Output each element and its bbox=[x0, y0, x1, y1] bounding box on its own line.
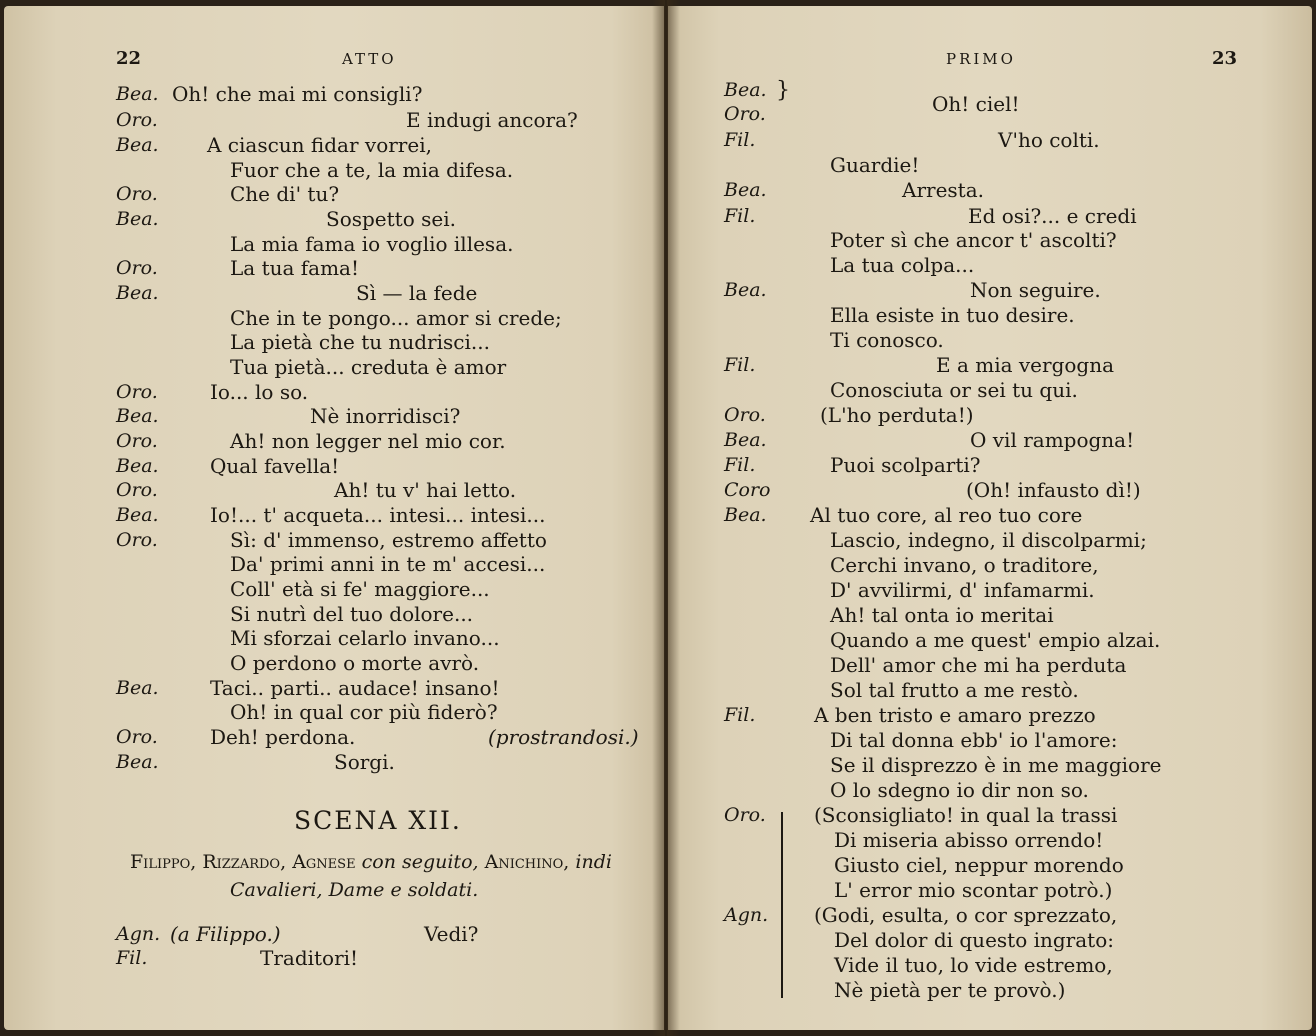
speaker-label: Oro. bbox=[724, 404, 766, 426]
verse-line: Al tuo core, al reo tuo core bbox=[810, 503, 1083, 527]
speaker-label: Fil. bbox=[116, 947, 148, 969]
speaker-label: Bea. bbox=[116, 83, 159, 105]
verse-line: (Oh! infausto dì!) bbox=[966, 478, 1141, 502]
verse-line: Taci.. parti.. audace! insano! bbox=[210, 676, 500, 700]
speaker-label: Bea. bbox=[724, 429, 767, 451]
page-number-right: 23 bbox=[1212, 48, 1238, 69]
verse-line: Del dolor di questo ingrato: bbox=[834, 928, 1114, 952]
cast-agnese: Agnese bbox=[292, 851, 356, 873]
cast-dame: Dame e soldati. bbox=[328, 879, 479, 901]
speaker-label: Agn. bbox=[724, 904, 769, 926]
running-head-left: ATTO bbox=[342, 50, 397, 68]
speaker-label: Oro. bbox=[724, 804, 766, 826]
verse-line: Ah! tu v' hai letto. bbox=[334, 478, 517, 502]
verse-line: Sol tal frutto a me restò. bbox=[830, 678, 1079, 702]
speaker-label: Oro. bbox=[116, 430, 158, 452]
speaker-label: Bea. bbox=[116, 677, 159, 699]
verse-line: Oh! in qual cor più fiderò? bbox=[230, 700, 498, 724]
stage-direction: (prostrandosi.) bbox=[488, 725, 639, 749]
speaker-label: Coro bbox=[724, 479, 771, 501]
verse-line: Traditori! bbox=[260, 946, 359, 970]
speaker-label: Bea. bbox=[116, 751, 159, 773]
verse-line: Di tal donna ebb' io l'amore: bbox=[830, 728, 1118, 752]
verse-line: Ah! non legger nel mio cor. bbox=[230, 429, 506, 453]
running-head-right: PRIMO bbox=[946, 50, 1016, 68]
book-gutter bbox=[652, 0, 680, 1036]
verse-line: Giusto ciel, neppur morendo bbox=[834, 853, 1124, 877]
verse-line: Nè inorridisci? bbox=[310, 404, 461, 428]
speaker-label: Bea. bbox=[116, 282, 159, 304]
scene-title: SCENA XII. bbox=[294, 806, 462, 835]
verse-line: (L'ho perduta!) bbox=[820, 403, 974, 427]
speaker-label: Agn. bbox=[116, 923, 161, 945]
verse-line: (Sconsigliato! in qual la trassi bbox=[814, 803, 1118, 827]
verse-line: Io... lo so. bbox=[210, 380, 309, 404]
verse-line: Deh! perdona. bbox=[210, 725, 356, 749]
cast-list-line-2 bbox=[230, 878, 478, 902]
speaker-label: Oro. bbox=[116, 381, 158, 403]
left-page bbox=[4, 6, 664, 1030]
verse-line: La tua colpa... bbox=[830, 253, 975, 277]
speaker-label: Bea. bbox=[724, 179, 767, 201]
cast-rizzardo: Rizzardo, bbox=[202, 851, 287, 873]
speaker-label: Bea. bbox=[116, 134, 159, 156]
verse-line: O perdono o morte avrò. bbox=[230, 651, 480, 675]
speaker-label: Oro. bbox=[116, 479, 158, 501]
verse-line: Sì: d' immenso, estremo affetto bbox=[230, 528, 547, 552]
speaker-label: Bea. bbox=[116, 455, 159, 477]
verse-line: (Godi, esulta, o cor sprezzato, bbox=[814, 903, 1118, 927]
verse-line: Vedi? bbox=[424, 922, 479, 946]
verse-line: Vide il tuo, lo vide estremo, bbox=[834, 953, 1113, 977]
verse-line: Si nutrì del tuo dolore... bbox=[230, 602, 474, 626]
cast-cavalieri: Cavalieri, bbox=[230, 879, 323, 901]
right-page bbox=[668, 6, 1312, 1030]
verse-line: Fuor che a te, la mia difesa. bbox=[230, 158, 514, 182]
cast-filippo: Filippo, bbox=[130, 851, 197, 873]
speaker-label: Fil. bbox=[724, 129, 756, 151]
verse-line: Cerchi invano, o traditore, bbox=[830, 553, 1099, 577]
verse-line: Sorgi. bbox=[334, 750, 395, 774]
speaker-label: Bea. bbox=[116, 405, 159, 427]
verse-line: L' error mio scontar potrò.) bbox=[834, 878, 1113, 902]
verse-line: O lo sdegno io dir non so. bbox=[830, 778, 1089, 802]
speaker-label: Fil. bbox=[724, 205, 756, 227]
verse-line: Non seguire. bbox=[970, 278, 1101, 302]
cast-anichino: Anichino, bbox=[484, 851, 570, 873]
verse-line: Che di' tu? bbox=[230, 182, 340, 206]
verse-line: Sospetto sei. bbox=[326, 207, 456, 231]
verse-line: Io!... t' acqueta... intesi... intesi... bbox=[210, 503, 546, 527]
verse-line: Oh! ciel! bbox=[932, 92, 1020, 116]
verse-line: Da' primi anni in te m' accesi... bbox=[230, 552, 546, 576]
verse-line: Qual favella! bbox=[210, 454, 340, 478]
verse-line: Arresta. bbox=[902, 178, 984, 202]
verse-line: E a mia vergogna bbox=[936, 353, 1115, 377]
verse-line: Lascio, indegno, il discolparmi; bbox=[830, 528, 1147, 552]
speaker-label: Oro. bbox=[116, 257, 158, 279]
verse-line: Che in te pongo... amor si crede; bbox=[230, 306, 562, 330]
verse-line: Oh! che mai mi consigli? bbox=[172, 82, 423, 106]
verse-line: Ah! tal onta io meritai bbox=[830, 603, 1054, 627]
speaker-label: Oro. bbox=[116, 726, 158, 748]
verse-line: La tua fama! bbox=[230, 256, 360, 280]
brace-icon bbox=[781, 812, 783, 998]
speaker-label: Oro. bbox=[116, 109, 158, 131]
verse-line: A ben tristo e amaro prezzo bbox=[814, 703, 1096, 727]
stage-direction: (a Filippo.) bbox=[170, 922, 281, 946]
speaker-label: Fil. bbox=[724, 704, 756, 726]
verse-line: Tua pietà... creduta è amor bbox=[230, 355, 507, 379]
verse-line: Sì — la fede bbox=[356, 281, 478, 305]
verse-line: Poter sì che ancor t' ascolti? bbox=[830, 228, 1117, 252]
verse-line: O vil rampogna! bbox=[970, 428, 1135, 452]
speaker-label: Oro. bbox=[116, 183, 158, 205]
brace-icon: } bbox=[776, 78, 790, 103]
speaker-label: Oro. bbox=[116, 529, 158, 551]
verse-line: Ella esiste in tuo desire. bbox=[830, 303, 1075, 327]
verse-line: V'ho colti. bbox=[998, 128, 1100, 152]
cast-indi: indi bbox=[575, 851, 612, 873]
verse-line: Quando a me quest' empio alzai. bbox=[830, 628, 1161, 652]
speaker-label: Fil. bbox=[724, 454, 756, 476]
speaker-label: Bea. bbox=[724, 279, 767, 301]
verse-line: Nè pietà per te provò.) bbox=[834, 978, 1066, 1002]
verse-line: La mia fama io voglio illesa. bbox=[230, 232, 514, 256]
cast-list-line-1 bbox=[130, 850, 612, 874]
verse-line: Mi sforzai celarlo invano... bbox=[230, 626, 500, 650]
verse-line: Guardie! bbox=[830, 153, 920, 177]
verse-line: Dell' amor che mi ha perduta bbox=[830, 653, 1127, 677]
verse-line: D' avvilirmi, d' infamarmi. bbox=[830, 578, 1095, 602]
speaker-label: Bea. bbox=[724, 79, 767, 101]
verse-line: Conosciuta or sei tu qui. bbox=[830, 378, 1078, 402]
cast-con-seguito: con seguito, bbox=[361, 851, 479, 873]
verse-line: Coll' età si fe' maggiore... bbox=[230, 577, 490, 601]
speaker-label: Oro. bbox=[724, 103, 766, 125]
verse-line: A ciascun fidar vorrei, bbox=[207, 133, 432, 157]
verse-line: Di miseria abisso orrendo! bbox=[834, 828, 1104, 852]
verse-line: Puoi scolparti? bbox=[830, 453, 981, 477]
verse-line: La pietà che tu nudrisci... bbox=[230, 330, 490, 354]
verse-line: Se il disprezzo è in me maggiore bbox=[830, 753, 1162, 777]
speaker-label: Fil. bbox=[724, 354, 756, 376]
speaker-label: Bea. bbox=[116, 208, 159, 230]
speaker-label: Bea. bbox=[724, 504, 767, 526]
verse-line: E indugi ancora? bbox=[406, 108, 578, 132]
verse-line: Ed osi?... e credi bbox=[968, 204, 1137, 228]
page-number-left: 22 bbox=[116, 48, 142, 69]
speaker-label: Bea. bbox=[116, 504, 159, 526]
verse-line: Ti conosco. bbox=[830, 328, 944, 352]
